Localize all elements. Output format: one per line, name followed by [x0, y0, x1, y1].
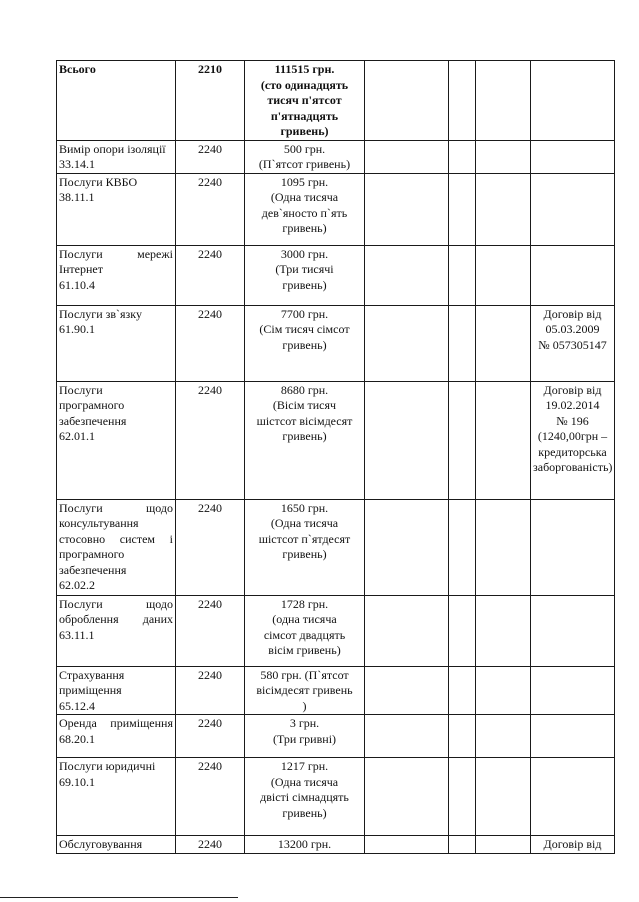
cell-empty	[365, 61, 449, 141]
cell-empty	[365, 666, 449, 715]
cell-item-name: Страхування приміщення 65.12.4	[57, 666, 176, 715]
cell-note: Договір від 19.02.2014 № 196 (1240,00грн – кредиторська заборгованість)	[531, 381, 615, 499]
cell-sum: 1728 грн. (одна тисяча сімсот двадцять вісім гривень)	[245, 595, 365, 666]
procurement-plan-table	[56, 60, 615, 854]
cell-empty	[476, 758, 531, 836]
cell-item-name: Послуги мережі Інтернет 61.10.4	[57, 245, 176, 305]
table-row	[57, 758, 615, 836]
cell-empty	[365, 836, 449, 854]
cell-sum: 13200 грн.	[245, 836, 365, 854]
cell-item-name: Обслуговування	[57, 836, 176, 854]
cell-empty	[476, 305, 531, 381]
cell-kekv: 2240	[176, 758, 245, 836]
cell-sum: 1095 грн. (Одна тисяча дев`яносто п`ять гривень)	[245, 173, 365, 245]
cell-kekv: 2240	[176, 499, 245, 595]
cell-kekv: 2240	[176, 305, 245, 381]
cell-sum: 8680 грн. (Вісім тисяч шістсот вісімдесят гривень)	[245, 381, 365, 499]
cell-empty	[449, 499, 476, 595]
cell-sum: 580 грн. (П`ятсот вісімдесят гривень )	[245, 666, 365, 715]
table-row	[57, 499, 615, 595]
cell-empty	[365, 595, 449, 666]
cell-note: Договір від 05.03.2009 № 057305147	[531, 305, 615, 381]
cell-kekv: 2240	[176, 715, 245, 758]
cell-note	[531, 245, 615, 305]
cell-kekv: 2240	[176, 595, 245, 666]
cell-kekv: 2210	[176, 61, 245, 141]
table-row	[57, 245, 615, 305]
cell-sum: 1650 грн. (Одна тисяча шістсот п`ятдесят гривень)	[245, 499, 365, 595]
cell-empty	[449, 140, 476, 173]
cell-item-code: 33.14.1	[59, 157, 95, 171]
cell-sum: 7700 грн. (Сім тисяч сімсот гривень)	[245, 305, 365, 381]
cell-empty	[449, 595, 476, 666]
cell-note	[531, 666, 615, 715]
cell-item-name: Всього	[57, 61, 176, 141]
cell-sum: 3 грн. (Три гривні)	[245, 715, 365, 758]
cell-item-code: 68.20.1	[59, 731, 95, 746]
cell-empty	[476, 715, 531, 758]
cell-note	[531, 61, 615, 141]
cell-item-code: 61.90.1	[59, 322, 95, 336]
cell-item-code: 62.01.1	[59, 429, 95, 443]
cell-sum: 111515 грн. (сто одинадцять тисяч п'ятсот п'ятнадцять гривень)	[245, 61, 365, 141]
cell-sum: 1217 грн. (Одна тисяча двісті сімнадцять гривень)	[245, 758, 365, 836]
cell-empty	[449, 715, 476, 758]
cell-kekv: 2240	[176, 381, 245, 499]
cell-item-code: 38.11.1	[59, 190, 95, 204]
cell-item-name: Послуги юридичні 69.10.1	[57, 758, 176, 836]
cell-item-code: 69.10.1	[59, 774, 95, 789]
footnote-divider	[0, 897, 238, 898]
cell-note	[531, 758, 615, 836]
cell-note	[531, 595, 615, 666]
cell-kekv: 2240	[176, 666, 245, 715]
cell-item-code: 61.10.4	[59, 277, 95, 292]
cell-empty	[476, 499, 531, 595]
cell-empty	[449, 305, 476, 381]
cell-note	[531, 499, 615, 595]
cell-empty	[449, 758, 476, 836]
cell-empty	[476, 61, 531, 141]
cell-note: Договір від	[531, 836, 615, 854]
cell-kekv: 2240	[176, 140, 245, 173]
cell-kekv: 2240	[176, 245, 245, 305]
cell-sum: 500 грн. (П`ятсот гривень)	[245, 140, 365, 173]
cell-item-code: 63.11.1	[59, 627, 95, 642]
cell-empty	[365, 499, 449, 595]
table-row-total	[57, 61, 615, 141]
cell-empty	[365, 381, 449, 499]
table-row	[57, 305, 615, 381]
table-row	[57, 595, 615, 666]
table-row	[57, 666, 615, 715]
cell-empty	[365, 715, 449, 758]
cell-item-name: Послуги КВБО 38.11.1	[57, 173, 176, 245]
cell-empty	[449, 666, 476, 715]
cell-item-code: 62.02.2	[59, 578, 95, 592]
cell-note	[531, 173, 615, 245]
table-row	[57, 836, 615, 854]
table-row	[57, 381, 615, 499]
cell-kekv: 2240	[176, 173, 245, 245]
cell-empty	[365, 758, 449, 836]
cell-item-name: Оренда приміщення 68.20.1	[57, 715, 176, 758]
cell-item-name: Послуги зв`язку 61.90.1	[57, 305, 176, 381]
cell-empty	[476, 836, 531, 854]
cell-item-name: Послуги щодо консультування стосовно систем і програмного забезпечення 62.02.2	[57, 499, 176, 595]
cell-empty	[476, 666, 531, 715]
cell-item-name: Вимір опори ізоляції 33.14.1	[57, 140, 176, 173]
cell-empty	[449, 245, 476, 305]
cell-item-name: Послуги програмного забезпечення 62.01.1	[57, 381, 176, 499]
cell-sum: 3000 грн. (Три тисячі гривень)	[245, 245, 365, 305]
table-row	[57, 715, 615, 758]
cell-empty	[476, 140, 531, 173]
cell-empty	[449, 381, 476, 499]
cell-empty	[449, 836, 476, 854]
cell-empty	[365, 173, 449, 245]
cell-kekv: 2240	[176, 836, 245, 854]
cell-empty	[476, 381, 531, 499]
cell-item-name: Послуги щодо оброблення даних 63.11.1	[57, 595, 176, 666]
cell-empty	[365, 245, 449, 305]
cell-empty	[476, 245, 531, 305]
cell-empty	[476, 173, 531, 245]
cell-note	[531, 140, 615, 173]
cell-empty	[449, 173, 476, 245]
cell-item-code: 65.12.4	[59, 698, 95, 713]
cell-empty	[365, 305, 449, 381]
cell-note	[531, 715, 615, 758]
cell-empty	[476, 595, 531, 666]
table-row	[57, 173, 615, 245]
table-row	[57, 140, 615, 173]
cell-empty	[365, 140, 449, 173]
cell-empty	[449, 61, 476, 141]
